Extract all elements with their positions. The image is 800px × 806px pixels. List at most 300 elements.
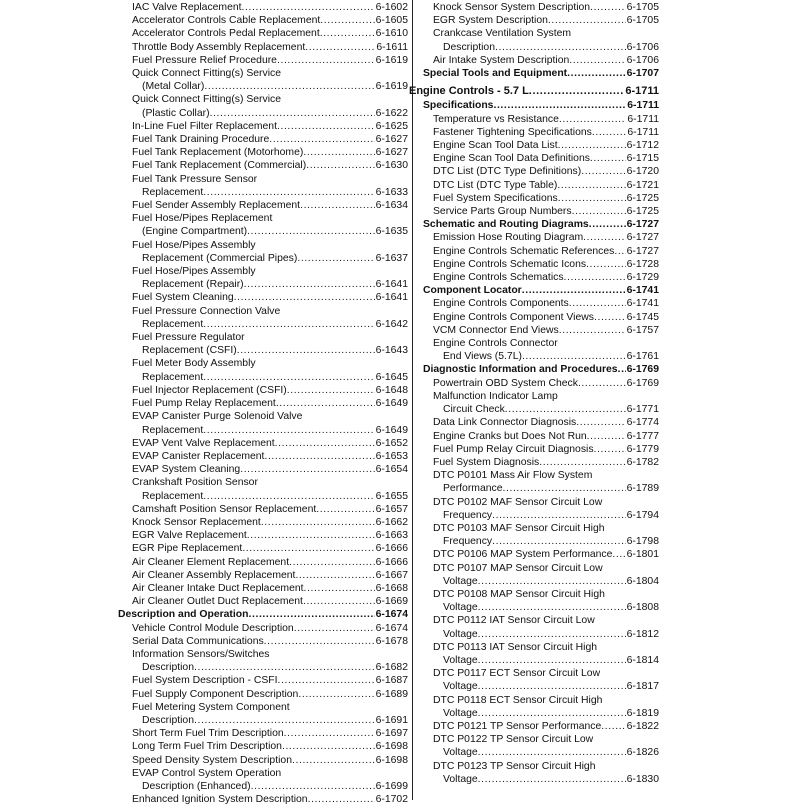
toc-page-number: 6-1687 xyxy=(375,675,408,687)
dot-leader xyxy=(478,628,626,641)
toc-entry xyxy=(118,159,408,172)
toc-page-number: 6-1649 xyxy=(375,398,408,410)
toc-page-number: 6-1689 xyxy=(375,688,408,700)
toc-entry-title: (Plastic Collar) xyxy=(142,107,210,119)
toc-page-number: 6-1727 xyxy=(626,219,659,231)
toc-entry xyxy=(409,628,659,641)
toc-page-number: 6-1779 xyxy=(626,443,659,455)
toc-entry xyxy=(118,397,408,410)
dot-leader xyxy=(583,231,625,244)
toc-left-column xyxy=(118,1,408,806)
toc-entry-title: Air Intake System Description xyxy=(433,54,570,66)
dot-leader xyxy=(277,120,375,133)
toc-entry-title: Throttle Body Assembly Replacement xyxy=(132,41,306,53)
toc-entry xyxy=(409,403,659,416)
dot-leader xyxy=(493,99,626,112)
dot-leader xyxy=(247,529,375,542)
toc-entry xyxy=(118,318,408,331)
dot-leader xyxy=(478,601,626,614)
toc-entry xyxy=(409,416,659,429)
dot-leader xyxy=(558,139,626,152)
toc-page-number: 6-1611 xyxy=(376,41,408,53)
toc-page-number: 6-1663 xyxy=(375,530,408,542)
dot-leader xyxy=(269,133,374,146)
toc-entry-title: EVAP Canister Replacement xyxy=(132,450,265,462)
toc-entry-title: EVAP Vent Valve Replacement xyxy=(132,437,275,449)
toc-page-number: 6-1769 xyxy=(626,364,659,376)
toc-entry xyxy=(409,54,659,67)
dot-leader xyxy=(295,569,374,582)
toc-entry-title: Engine Controls Components xyxy=(433,298,569,310)
toc-entry xyxy=(409,430,659,443)
toc-page-number: 6-1619 xyxy=(375,81,408,93)
toc-entry-heading xyxy=(118,701,408,714)
toc-entry xyxy=(118,714,408,727)
toc-entry xyxy=(118,622,408,635)
toc-entry-title: Camshaft Position Sensor Replacement xyxy=(132,503,317,515)
toc-page-number: 6-1697 xyxy=(375,728,408,740)
toc-entry-title: Data Link Connector Diagnosis xyxy=(433,417,577,429)
toc-entry xyxy=(409,1,659,14)
toc-entry-title: DTC P0123 TP Sensor Circuit High xyxy=(433,760,596,772)
toc-entry xyxy=(118,780,408,793)
toc-page-number: 6-1721 xyxy=(626,179,659,191)
toc-entry-heading xyxy=(118,212,408,225)
toc-page-number: 6-1641 xyxy=(375,279,408,291)
toc-page-number: 6-1678 xyxy=(375,635,408,647)
dot-leader xyxy=(320,27,375,40)
dot-leader xyxy=(559,324,626,337)
toc-entry xyxy=(409,67,659,80)
toc-entry-title: VCM Connector End Views xyxy=(433,324,559,336)
toc-entry xyxy=(409,139,659,152)
toc-entry xyxy=(118,674,408,687)
toc-page-number: 6-1625 xyxy=(375,120,408,132)
toc-entry xyxy=(409,720,659,733)
dot-leader xyxy=(303,595,375,608)
dot-leader xyxy=(203,186,374,199)
toc-entry xyxy=(118,41,408,54)
toc-entry-title: End Views (5.7L) xyxy=(443,351,522,363)
dot-leader xyxy=(284,727,375,740)
dot-leader xyxy=(242,1,375,14)
toc-page-number: 6-1702 xyxy=(375,794,408,806)
dot-leader xyxy=(590,1,626,14)
toc-entry-title: Replacement (CSFI) xyxy=(142,345,237,357)
toc-entry-title: DTC P0107 MAP Sensor Circuit Low xyxy=(433,562,603,574)
toc-page-number: 6-1652 xyxy=(375,437,408,449)
toc-page-number: 6-1808 xyxy=(626,602,659,614)
toc-entry-title: Specifications xyxy=(423,100,494,112)
toc-entry-title: Fuel System Specifications xyxy=(433,192,558,204)
toc-entry xyxy=(118,1,408,14)
dot-leader xyxy=(203,424,374,437)
toc-entry xyxy=(409,152,659,165)
toc-page-number: 6-1705 xyxy=(626,15,659,27)
toc-entry xyxy=(409,773,659,786)
toc-entry xyxy=(409,297,659,310)
toc-entry-heading xyxy=(409,27,659,40)
toc-page-number: 6-1657 xyxy=(375,503,408,515)
toc-entry-title: Information Sensors/Switches xyxy=(132,648,270,660)
toc-page-number: 6-1642 xyxy=(375,318,408,330)
toc-entry-title: EGR Valve Replacement xyxy=(132,530,247,542)
toc-page-number: 6-1725 xyxy=(626,192,659,204)
toc-entry-title: Crankcase Ventilation System xyxy=(433,28,572,40)
toc-entry xyxy=(118,384,408,397)
toc-entry xyxy=(409,456,659,469)
toc-entry-title: Fuel Pump Relay Replacement xyxy=(132,398,276,410)
toc-entry xyxy=(118,635,408,648)
toc-page-number: 6-1741 xyxy=(626,298,659,310)
dot-leader xyxy=(251,780,375,793)
toc-entry xyxy=(118,344,408,357)
dot-leader xyxy=(304,582,375,595)
toc-entry xyxy=(118,133,408,146)
dot-leader xyxy=(592,126,627,139)
toc-entry-title: DTC P0117 ECT Sensor Circuit Low xyxy=(433,668,601,680)
dot-leader xyxy=(594,443,626,456)
toc-entry-title: Special Tools and Equipment xyxy=(423,68,568,80)
toc-entry xyxy=(118,186,408,199)
toc-page-number: 6-1712 xyxy=(626,140,659,152)
toc-entry-heading xyxy=(409,733,659,746)
toc-entry-heading xyxy=(409,469,659,482)
toc-page-number: 6-1715 xyxy=(626,153,659,165)
toc-entry-title: Emission Hose Routing Diagram xyxy=(433,232,584,244)
dot-leader xyxy=(576,416,625,429)
toc-entry xyxy=(118,463,408,476)
dot-leader xyxy=(478,680,626,693)
toc-entry-title: Voltage xyxy=(443,654,478,666)
toc-page-number: 6-1711 xyxy=(625,85,659,98)
dot-leader xyxy=(559,113,627,126)
toc-entry-title: DTC P0108 MAP Sensor Circuit High xyxy=(433,588,605,600)
toc-page-number: 6-1706 xyxy=(626,54,659,66)
dot-leader xyxy=(522,284,626,297)
dot-leader xyxy=(492,535,626,548)
toc-entry-title: Circuit Check xyxy=(443,404,505,416)
toc-entry-title: Air Cleaner Element Replacement xyxy=(132,556,290,568)
toc-entry-heading xyxy=(118,648,408,661)
toc-entry xyxy=(118,146,408,159)
toc-entry-title: Fuel Pressure Regulator xyxy=(132,332,245,344)
dot-leader xyxy=(275,437,375,450)
dot-leader xyxy=(242,542,374,555)
dot-leader xyxy=(248,608,374,621)
toc-entry-title: Replacement (Commercial Pipes) xyxy=(142,252,298,264)
toc-entry-title: Fuel Sender Assembly Replacement xyxy=(132,200,301,212)
toc-entry-title: Description and Operation xyxy=(118,609,249,621)
toc-page-number: 6-1667 xyxy=(375,569,408,581)
toc-entry xyxy=(118,595,408,608)
toc-entry xyxy=(409,363,659,376)
toc-entry-title: Engine Controls Connector xyxy=(433,338,558,350)
toc-entry xyxy=(409,205,659,218)
toc-entry xyxy=(409,284,659,297)
toc-page-number: 6-1826 xyxy=(626,747,659,759)
toc-entry xyxy=(118,688,408,701)
toc-entry xyxy=(409,350,659,363)
toc-entry-title: Service Parts Group Numbers xyxy=(433,206,572,218)
dot-leader xyxy=(590,152,626,165)
toc-entry xyxy=(409,377,659,390)
toc-page-number: 6-1648 xyxy=(375,384,408,396)
toc-page-number: 6-1804 xyxy=(626,575,659,587)
toc-page-number: 6-1698 xyxy=(375,754,408,766)
dot-leader xyxy=(557,179,625,192)
toc-entry xyxy=(118,120,408,133)
dot-leader xyxy=(300,199,375,212)
dot-leader xyxy=(502,482,625,495)
dot-leader xyxy=(261,516,375,529)
toc-page-number: 6-1727 xyxy=(626,232,659,244)
toc-entry-title: Long Term Fuel Trim Description xyxy=(132,741,282,753)
toc-entry xyxy=(118,661,408,674)
toc-entry-title: Accelerator Controls Cable Replacement xyxy=(132,15,321,27)
toc-entry-title: Fuel Pump Relay Circuit Diagnosis xyxy=(433,443,594,455)
toc-page-number: 6-1817 xyxy=(626,681,659,693)
toc-entry-title: Short Term Fuel Trim Description xyxy=(132,728,284,740)
dot-leader xyxy=(522,350,626,363)
dot-leader xyxy=(539,456,625,469)
toc-entry-title: Voltage xyxy=(443,681,478,693)
dot-leader xyxy=(244,278,375,291)
toc-page-number: 6-1691 xyxy=(375,714,408,726)
toc-page-number: 6-1789 xyxy=(626,483,659,495)
toc-entry xyxy=(409,14,659,27)
toc-entry xyxy=(409,126,659,139)
toc-entry xyxy=(118,516,408,529)
toc-entry-heading xyxy=(409,641,659,654)
toc-entry-heading xyxy=(118,67,408,80)
toc-page-number: 6-1655 xyxy=(375,490,408,502)
toc-entry-title: Fuel Tank Draining Procedure xyxy=(132,134,270,146)
toc-page-number: 6-1666 xyxy=(375,556,408,568)
dot-leader xyxy=(495,41,626,54)
toc-page-number: 6-1819 xyxy=(626,707,659,719)
dot-leader xyxy=(569,297,626,310)
toc-entry xyxy=(118,740,408,753)
toc-entry-heading xyxy=(118,476,408,489)
toc-entry-heading xyxy=(409,667,659,680)
toc-entry-heading xyxy=(118,93,408,106)
toc-page-number: 6-1777 xyxy=(626,430,659,442)
dot-leader xyxy=(204,80,374,93)
toc-entry xyxy=(118,424,408,437)
toc-entry xyxy=(118,556,408,569)
toc-entry-title: DTC P0118 ECT Sensor Circuit High xyxy=(433,694,603,706)
toc-entry-title: Quick Connect Fitting(s) Service xyxy=(132,68,281,80)
toc-entry xyxy=(409,192,659,205)
toc-entry-title: Quick Connect Fitting(s) Service xyxy=(132,94,281,106)
toc-page-number: 6-1666 xyxy=(375,543,408,555)
dot-leader xyxy=(210,107,375,120)
dot-leader xyxy=(589,218,626,231)
toc-entry-title: Fuel Tank Replacement (Motorhome) xyxy=(132,147,304,159)
dot-leader xyxy=(278,674,375,687)
dot-leader xyxy=(578,377,626,390)
toc-entry-title: Voltage xyxy=(443,575,478,587)
toc-entry xyxy=(118,542,408,555)
toc-entry-title: DTC P0112 IAT Sensor Circuit Low xyxy=(433,615,595,627)
toc-page-number: 6-1705 xyxy=(626,2,659,13)
dot-leader xyxy=(203,318,374,331)
toc-entry xyxy=(409,218,659,231)
toc-entry xyxy=(118,27,408,40)
toc-entry xyxy=(118,490,408,503)
toc-entry xyxy=(409,324,659,337)
toc-entry-title: Replacement xyxy=(142,490,204,502)
toc-entry-title: EVAP Canister Purge Solenoid Valve xyxy=(132,411,303,423)
toc-entry-title: DTC P0101 Mass Air Flow System xyxy=(433,470,593,482)
toc-page-number: 6-1774 xyxy=(626,417,659,429)
toc-page-number: 6-1706 xyxy=(626,41,659,53)
dot-leader xyxy=(478,707,626,720)
toc-entry xyxy=(409,165,659,178)
dot-leader xyxy=(298,688,374,701)
toc-entry xyxy=(409,179,659,192)
dot-leader xyxy=(567,67,626,80)
dot-leader xyxy=(264,635,375,648)
toc-entry-title: Powertrain OBD System Check xyxy=(433,377,578,389)
toc-entry-title: Fuel System Description - CSFI xyxy=(132,675,278,687)
dot-leader xyxy=(587,430,626,443)
toc-entry-title: Engine Controls Component Views xyxy=(433,311,594,323)
toc-entry xyxy=(409,509,659,522)
dot-leader xyxy=(492,509,626,522)
toc-entry-title: Malfunction Indicator Lamp xyxy=(433,390,558,402)
toc-page-number: 6-1812 xyxy=(626,628,659,640)
toc-page-number: 6-1798 xyxy=(626,536,659,548)
toc-entry-title: Vehicle Control Module Description xyxy=(132,622,294,634)
toc-entry-title: Crankshaft Position Sensor xyxy=(132,477,258,489)
toc-entry-title: DTC P0113 IAT Sensor Circuit High xyxy=(433,641,598,653)
toc-entry-title: EGR Pipe Replacement xyxy=(132,543,243,555)
toc-entry xyxy=(409,245,659,258)
toc-entry-title: Voltage xyxy=(443,773,478,785)
dot-leader xyxy=(529,85,625,98)
toc-entry-title: Fuel Meter Body Assembly xyxy=(132,358,256,370)
toc-entry xyxy=(118,278,408,291)
dot-leader xyxy=(292,754,375,767)
toc-entry-heading xyxy=(118,239,408,252)
dot-leader xyxy=(614,245,625,258)
toc-page-number: 6-1649 xyxy=(375,424,408,436)
dot-leader xyxy=(306,159,374,172)
toc-entry xyxy=(118,371,408,384)
toc-entry xyxy=(409,601,659,614)
toc-page-number: 6-1727 xyxy=(626,245,659,257)
toc-entry xyxy=(409,575,659,588)
toc-page-number: 6-1725 xyxy=(626,206,659,218)
toc-entry xyxy=(118,14,408,27)
toc-entry-title: Air Cleaner Assembly Replacement xyxy=(132,569,296,581)
toc-entry-title: Fuel System Cleaning xyxy=(132,292,234,304)
dot-leader xyxy=(478,575,626,588)
dot-leader xyxy=(194,661,375,674)
toc-entry-title: Voltage xyxy=(443,707,478,719)
toc-entry-heading xyxy=(118,265,408,278)
toc-entry xyxy=(118,608,408,621)
toc-entry-title: Replacement xyxy=(142,318,204,330)
toc-entry-title: Voltage xyxy=(443,747,478,759)
toc-entry xyxy=(409,443,659,456)
toc-page-number: 6-1643 xyxy=(375,345,408,357)
toc-page-number: 6-1707 xyxy=(626,68,659,80)
toc-page-number: 6-1627 xyxy=(375,134,408,146)
toc-entry-title: Fuel Tank Pressure Sensor xyxy=(132,173,258,185)
toc-page-number: 6-1682 xyxy=(375,662,408,674)
toc-entry-title: Frequency xyxy=(443,509,493,521)
toc-entry-heading xyxy=(409,588,659,601)
toc-page-number: 6-1622 xyxy=(375,107,408,119)
toc-entry xyxy=(118,582,408,595)
toc-entry xyxy=(409,654,659,667)
toc-entry-title: Voltage xyxy=(443,628,478,640)
toc-entry-title: Diagnostic Information and Procedures xyxy=(423,364,618,376)
toc-page-number: 6-1610 xyxy=(375,28,408,40)
toc-entry-title: Replacement xyxy=(142,186,204,198)
toc-entry-title: Replacement xyxy=(142,371,204,383)
toc-entry-title: DTC P0122 TP Sensor Circuit Low xyxy=(433,734,594,746)
toc-entry-title: Replacement (Repair) xyxy=(142,279,244,291)
toc-page-number: 6-1720 xyxy=(626,166,659,178)
toc-entry-title: Knock Sensor System Description xyxy=(433,2,591,13)
toc-entry-title: Component Locator xyxy=(423,285,522,297)
toc-entry-title: Engine Cranks but Does Not Run xyxy=(433,430,587,442)
toc-entry-title: Engine Scan Tool Data List xyxy=(433,140,558,152)
toc-entry xyxy=(409,311,659,324)
toc-entry-title: Description xyxy=(142,714,194,726)
dot-leader xyxy=(240,463,374,476)
toc-entry-title: Fuel Tank Replacement (Commercial) xyxy=(132,160,307,172)
toc-entry-title: Enhanced Ignition System Description xyxy=(132,794,308,806)
toc-page-number: 6-1645 xyxy=(375,371,408,383)
toc-entry xyxy=(409,707,659,720)
dot-leader xyxy=(237,344,375,357)
toc-page-number: 6-1745 xyxy=(626,311,659,323)
toc-entry-title: Serial Data Communications xyxy=(132,635,264,647)
dot-leader xyxy=(203,490,374,503)
dot-leader xyxy=(305,41,375,54)
toc-page-number: 6-1602 xyxy=(375,2,408,13)
toc-page-number: 6-1741 xyxy=(626,285,659,297)
toc-entry-title: DTC P0103 MAF Sensor Circuit High xyxy=(433,522,605,534)
toc-entry xyxy=(409,85,659,98)
toc-entry xyxy=(409,41,659,54)
toc-page-number: 6-1634 xyxy=(375,200,408,212)
toc-entry-heading xyxy=(409,390,659,403)
toc-page-number: 6-1662 xyxy=(375,516,408,528)
dot-leader xyxy=(572,205,626,218)
toc-entry-title: EVAP Control System Operation xyxy=(132,767,282,779)
toc-entry xyxy=(118,225,408,238)
toc-entry-title: Schematic and Routing Diagrams xyxy=(423,219,589,231)
toc-entry xyxy=(409,258,659,271)
toc-page-number: 6-1729 xyxy=(626,272,659,284)
toc-entry-heading xyxy=(118,305,408,318)
toc-entry xyxy=(409,271,659,284)
toc-page-number: 6-1711 xyxy=(627,100,659,112)
toc-entry-title: EVAP System Cleaning xyxy=(132,464,241,476)
toc-page-number: 6-1641 xyxy=(375,292,408,304)
toc-page-number: 6-1635 xyxy=(375,226,408,238)
dot-leader xyxy=(612,548,625,561)
toc-entry-title: DTC List (DTC Type Definitions) xyxy=(433,166,582,178)
dot-leader xyxy=(594,311,626,324)
dot-leader xyxy=(581,165,625,178)
